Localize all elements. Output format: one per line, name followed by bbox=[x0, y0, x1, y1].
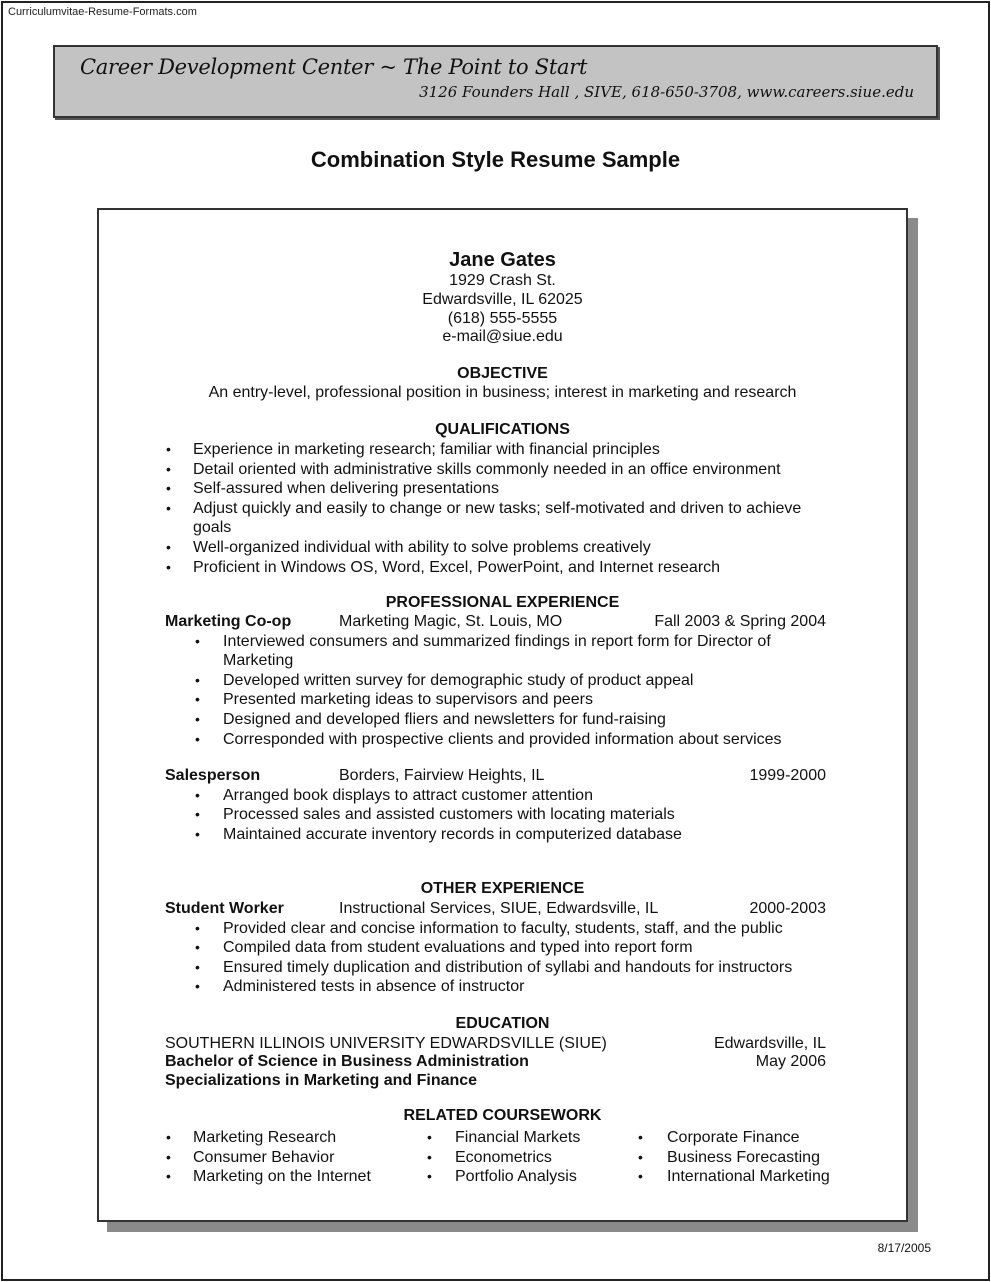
school-location: Edwardsville, IL bbox=[713, 1035, 826, 1052]
list-item: International Marketing bbox=[667, 1168, 830, 1186]
bullet-icon: • bbox=[195, 825, 200, 842]
list-item: Well-organized individual with ability to solve problems creatively bbox=[193, 539, 651, 556]
list-item: Financial Markets bbox=[455, 1129, 581, 1146]
degree: Bachelor of Science in Business Administration bbox=[165, 1053, 529, 1070]
graduation-date: May 2006 bbox=[755, 1053, 826, 1070]
list-item: Experience in marketing research; familiar with financial principles bbox=[193, 441, 660, 458]
job-dates: 1999-2000 bbox=[749, 767, 826, 784]
objective-heading: OBJECTIVE bbox=[457, 365, 548, 382]
list-item: Self-assured when delivering presentations bbox=[193, 480, 499, 498]
address-line-2: Edwardsville, IL 62025 bbox=[422, 291, 583, 308]
list-item: Marketing on the Internet bbox=[193, 1168, 371, 1186]
job-dates: Fall 2003 & Spring 2004 bbox=[654, 613, 826, 630]
list-item: Designed and developed fliers and newsletters for fund-raising bbox=[223, 711, 666, 728]
list-item: Adjust quickly and easily to change or new tasks; self-motivated and driven to achieve goals bbox=[193, 499, 802, 536]
list-item: Processed sales and assisted customers with locating materials bbox=[223, 806, 675, 824]
list-item: Presented marketing ideas to supervisors and peers bbox=[223, 691, 593, 709]
address-line-1: 1929 Crash St. bbox=[449, 272, 556, 289]
list-item: Ensured timely duplication and distribution of syllabi and handouts for instructors bbox=[223, 958, 793, 976]
list-item: Consumer Behavior bbox=[193, 1148, 335, 1166]
bullet-icon: • bbox=[638, 1129, 643, 1145]
resume-name: Jane Gates bbox=[449, 249, 556, 271]
bullet-icon: • bbox=[638, 1148, 643, 1165]
list-item: Business Forecasting bbox=[667, 1148, 820, 1166]
job-title: Student Worker bbox=[165, 900, 284, 917]
bullet-icon: • bbox=[195, 711, 200, 727]
list-item: Proficient in Windows OS, Word, Excel, PowerPoint, and Internet research bbox=[193, 558, 721, 576]
list-item: Arranged book displays to attract customer attention bbox=[223, 786, 593, 804]
bullet-icon: • bbox=[166, 480, 171, 497]
bullet-icon: • bbox=[166, 1148, 171, 1165]
site-watermark: Curriculumvitae-Resume-Formats.com bbox=[8, 6, 197, 18]
list-item: Portfolio Analysis bbox=[455, 1168, 577, 1186]
bullet-icon: • bbox=[166, 1168, 171, 1185]
bullet-icon: • bbox=[638, 1168, 643, 1185]
list-item: Compiled data from student evaluations and typed into report form bbox=[223, 939, 693, 957]
list-item: Administered tests in absence of instructor bbox=[223, 978, 525, 996]
job-title: Salesperson bbox=[165, 767, 261, 784]
list-item: Detail oriented with administrative skills commonly needed in an office environment bbox=[193, 460, 781, 478]
professional-experience-heading: PROFESSIONAL EXPERIENCE bbox=[385, 594, 620, 611]
document-title: Combination Style Resume Sample bbox=[310, 147, 681, 172]
objective-text: An entry-level, professional position in business; interest in marketing and research bbox=[208, 384, 797, 401]
list-item: Marketing Research bbox=[193, 1129, 337, 1146]
list-item: Corresponded with prospective clients and provided information about services bbox=[223, 730, 782, 748]
header-banner bbox=[53, 45, 938, 118]
bullet-icon: • bbox=[195, 671, 200, 688]
school-name: SOUTHERN ILLINOIS UNIVERSITY EDWARDSVILLE (SIUE) bbox=[165, 1035, 607, 1052]
bullet-icon: • bbox=[166, 558, 171, 575]
specializations: Specializations in Marketing and Finance bbox=[165, 1072, 478, 1089]
job-organization: Marketing Magic, St. Louis, MO bbox=[339, 613, 563, 630]
bullet-icon: • bbox=[195, 632, 200, 649]
bullet-icon: • bbox=[166, 499, 171, 516]
footer-date: 8/17/2005 bbox=[877, 1241, 931, 1255]
bullet-icon: • bbox=[166, 1129, 171, 1145]
phone: (618) 555-5555 bbox=[447, 310, 558, 327]
bullet-icon: • bbox=[427, 1168, 432, 1185]
list-item: Interviewed consumers and summarized findings in report form for Director of Marketing bbox=[223, 632, 771, 669]
bullet-icon: • bbox=[195, 939, 200, 956]
bullet-icon: • bbox=[427, 1148, 432, 1165]
bullet-icon: • bbox=[427, 1129, 432, 1145]
list-item: Provided clear and concise information to faculty, students, staff, and the public bbox=[223, 919, 783, 937]
list-item: Corporate Finance bbox=[667, 1129, 800, 1146]
list-item: Maintained accurate inventory records in computerized database bbox=[223, 825, 682, 843]
job-organization: Instructional Services, SIUE, Edwardsville, IL bbox=[339, 900, 659, 917]
bullet-icon: • bbox=[195, 691, 200, 708]
bullet-icon: • bbox=[166, 539, 171, 555]
bullet-icon: • bbox=[195, 958, 200, 975]
bullet-icon: • bbox=[195, 806, 200, 823]
bullet-icon: • bbox=[166, 460, 171, 477]
education-heading: EDUCATION bbox=[455, 1015, 550, 1032]
bullet-icon: • bbox=[166, 441, 171, 457]
qualifications-heading: QUALIFICATIONS bbox=[435, 421, 570, 438]
bullet-icon: • bbox=[195, 786, 200, 803]
banner-title: Career Development Center ~ The Point to Start bbox=[80, 55, 588, 79]
bullet-icon: • bbox=[195, 730, 200, 747]
coursework-heading: RELATED COURSEWORK bbox=[403, 1107, 602, 1124]
list-item: Econometrics bbox=[455, 1148, 552, 1166]
bullet-icon: • bbox=[195, 978, 200, 995]
list-item: Developed written survey for demographic study of product appeal bbox=[223, 671, 694, 689]
other-experience-heading: OTHER EXPERIENCE bbox=[420, 880, 585, 897]
banner-contact: 3126 Founders Hall , SIVE, 618-650-3708, www.careers.siue.edu bbox=[419, 83, 914, 101]
job-title: Marketing Co-op bbox=[165, 613, 292, 630]
job-dates: 2000-2003 bbox=[749, 900, 826, 917]
job-organization: Borders, Fairview Heights, IL bbox=[339, 767, 545, 784]
bullet-icon: • bbox=[195, 919, 200, 936]
email: e-mail@siue.edu bbox=[442, 328, 563, 345]
